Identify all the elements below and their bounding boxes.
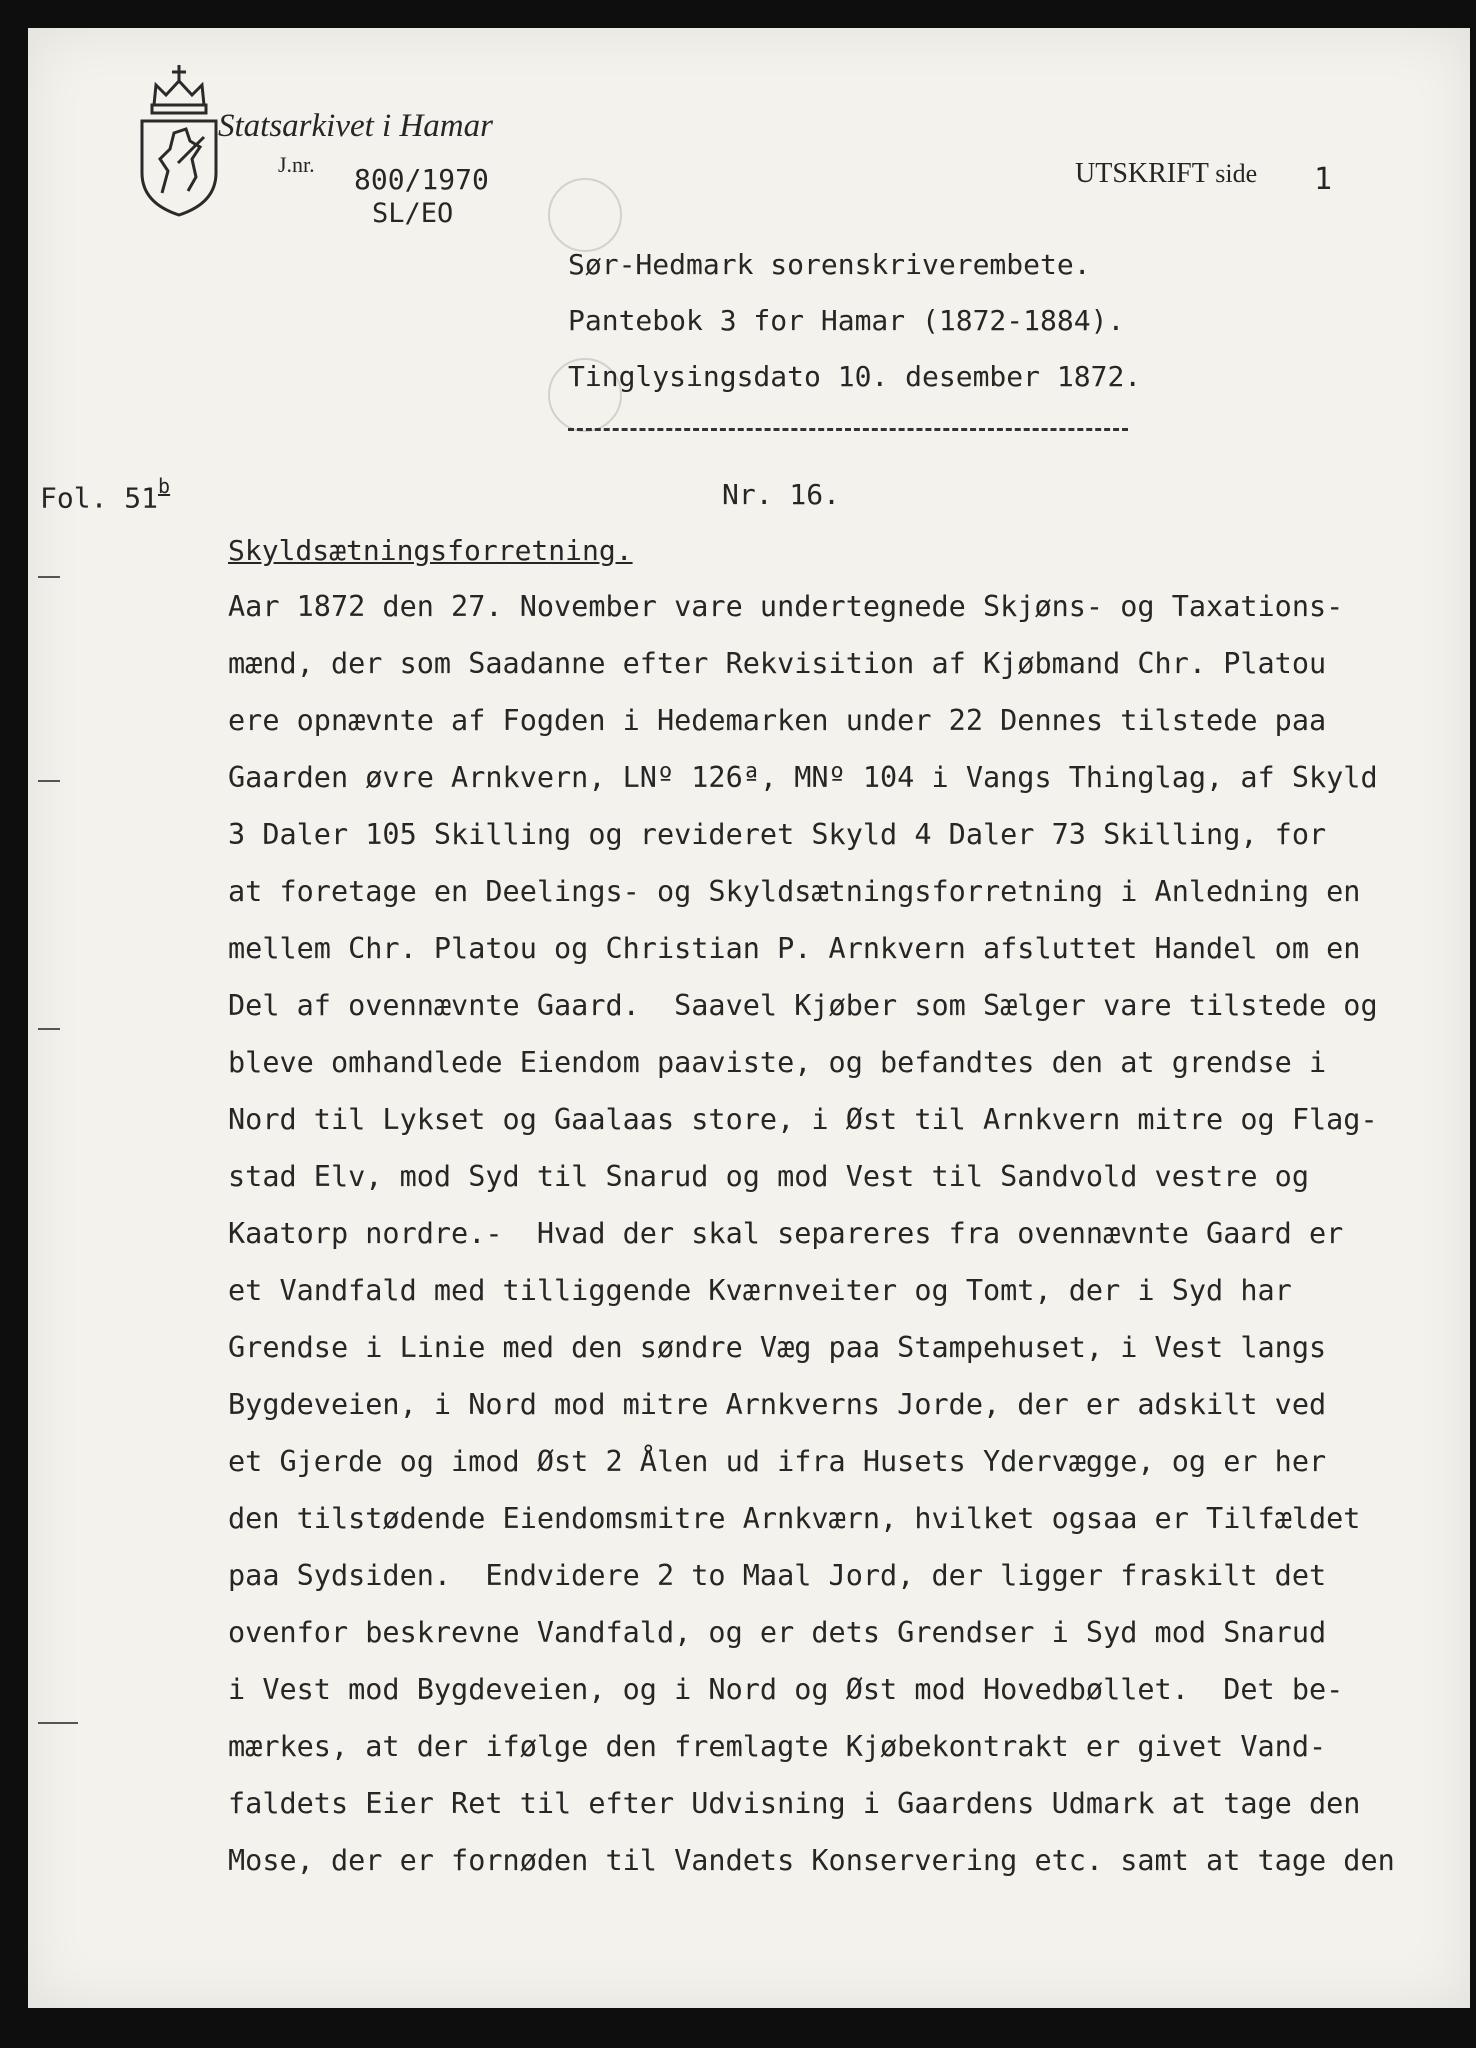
- body-line: Del af ovennævnte Gaard. Saavel Kjøber som Sælger vare tilstede og: [228, 989, 1378, 1022]
- body-line: bleve omhandlede Eiendom paaviste, og befandtes den at grendse i: [228, 1046, 1327, 1079]
- body-line: mærkes, at der ifølge den fremlagte Kjøbekontrakt er givet Vand-: [228, 1730, 1327, 1763]
- margin-tick: [38, 1028, 60, 1030]
- body-line: 3 Daler 105 Skilling og revideret Skyld 4 Daler 73 Skilling, for: [228, 818, 1327, 851]
- side-word: side: [1215, 159, 1258, 188]
- body-line: stad Elv, mod Syd til Snarud og mod Vest til Sandvold vestre og: [228, 1160, 1309, 1193]
- folio-superscript: b: [158, 474, 171, 498]
- body-line: paa Sydsiden. Endvidere 2 to Maal Jord, der ligger fraskilt det: [228, 1559, 1327, 1592]
- body-line: Grendse i Linie med den søndre Væg paa Stampehuset, i Vest langs: [228, 1331, 1327, 1364]
- archive-name: Statsarkivet i Hamar: [218, 108, 493, 144]
- body-line: mænd, der som Saadanne efter Rekvisition af Kjøbmand Chr. Platou: [228, 647, 1327, 680]
- margin-tick: [38, 576, 60, 578]
- faint-watermark-circle: [548, 358, 622, 432]
- dashed-rule: [568, 428, 1128, 431]
- body-line: ovenfor beskrevne Vandfald, og er dets Grendser i Syd mod Snarud: [228, 1616, 1327, 1649]
- body-line: Aar 1872 den 27. November vare undertegnede Skjøns- og Taxations-: [228, 590, 1344, 623]
- body-line: Gaarden øvre Arnkvern, LNº 126ª, MNº 104 i Vangs Thinglag, af Skyld: [228, 761, 1378, 794]
- utskrift-word: UTSKRIFT: [1075, 158, 1209, 189]
- court-office: Sør-Hedmark sorenskriverembete.: [568, 248, 1091, 281]
- body-line: mellem Chr. Platou og Christian P. Arnkvern afsluttet Handel om en: [228, 932, 1361, 965]
- margin-tick: [38, 780, 60, 782]
- mortgage-book: Pantebok 3 for Hamar (1872-1884).: [568, 304, 1125, 337]
- body-line: Nord til Lykset og Gaalaas store, i Øst til Arnkvern mitre og Flag-: [228, 1103, 1378, 1136]
- journal-number-label: J.nr.: [278, 152, 315, 177]
- body-line: Kaatorp nordre.- Hvad der skal separeres fra ovennævnte Gaard er: [228, 1217, 1344, 1250]
- folio-prefix: Fol. 51: [40, 481, 159, 515]
- registration-date: Tinglysingsdato 10. desember 1872.: [568, 360, 1142, 393]
- margin-tick: [38, 1722, 78, 1724]
- document-page: [28, 28, 1470, 2008]
- clerk-initials: SL/EO: [372, 198, 454, 229]
- document-title: Skyldsætningsforretning.: [228, 534, 633, 567]
- coat-of-arms-logo: [134, 63, 224, 223]
- body-line: ere opnævnte af Fogden i Hedemarken under 22 Dennes tilstede paa: [228, 704, 1327, 737]
- body-line: Mose, der er fornøden til Vandets Konservering etc. samt at tage den: [228, 1844, 1395, 1877]
- body-line: i Vest mod Bygdeveien, og i Nord og Øst mod Hovedbøllet. Det be-: [228, 1673, 1344, 1706]
- body-line: at foretage en Deelings- og Skyldsætningsforretning i Anledning en: [228, 875, 1361, 908]
- body-line: et Gjerde og imod Øst 2 Ålen ud ifra Husets Ydervægge, og er her: [228, 1445, 1327, 1478]
- journal-number: 800/1970: [354, 163, 489, 196]
- entry-number: Nr. 16.: [722, 478, 841, 511]
- folio-reference: [40, 474, 171, 515]
- body-line: et Vandfald med tilliggende Kværnveiter og Tomt, der i Syd har: [228, 1274, 1292, 1307]
- body-line: den tilstødende Eiendomsmitre Arnkværn, hvilket ogsaa er Tilfældet: [228, 1502, 1361, 1535]
- faint-watermark-circle: [548, 178, 622, 252]
- body-line: faldets Eier Ret til efter Udvisning i Gaardens Udmark at tage den: [228, 1787, 1361, 1820]
- body-line: Bygdeveien, i Nord mod mitre Arnkverns Jorde, der er adskilt ved: [228, 1388, 1327, 1421]
- transcript-label: [1075, 158, 1257, 190]
- page-number: 1: [1314, 162, 1333, 197]
